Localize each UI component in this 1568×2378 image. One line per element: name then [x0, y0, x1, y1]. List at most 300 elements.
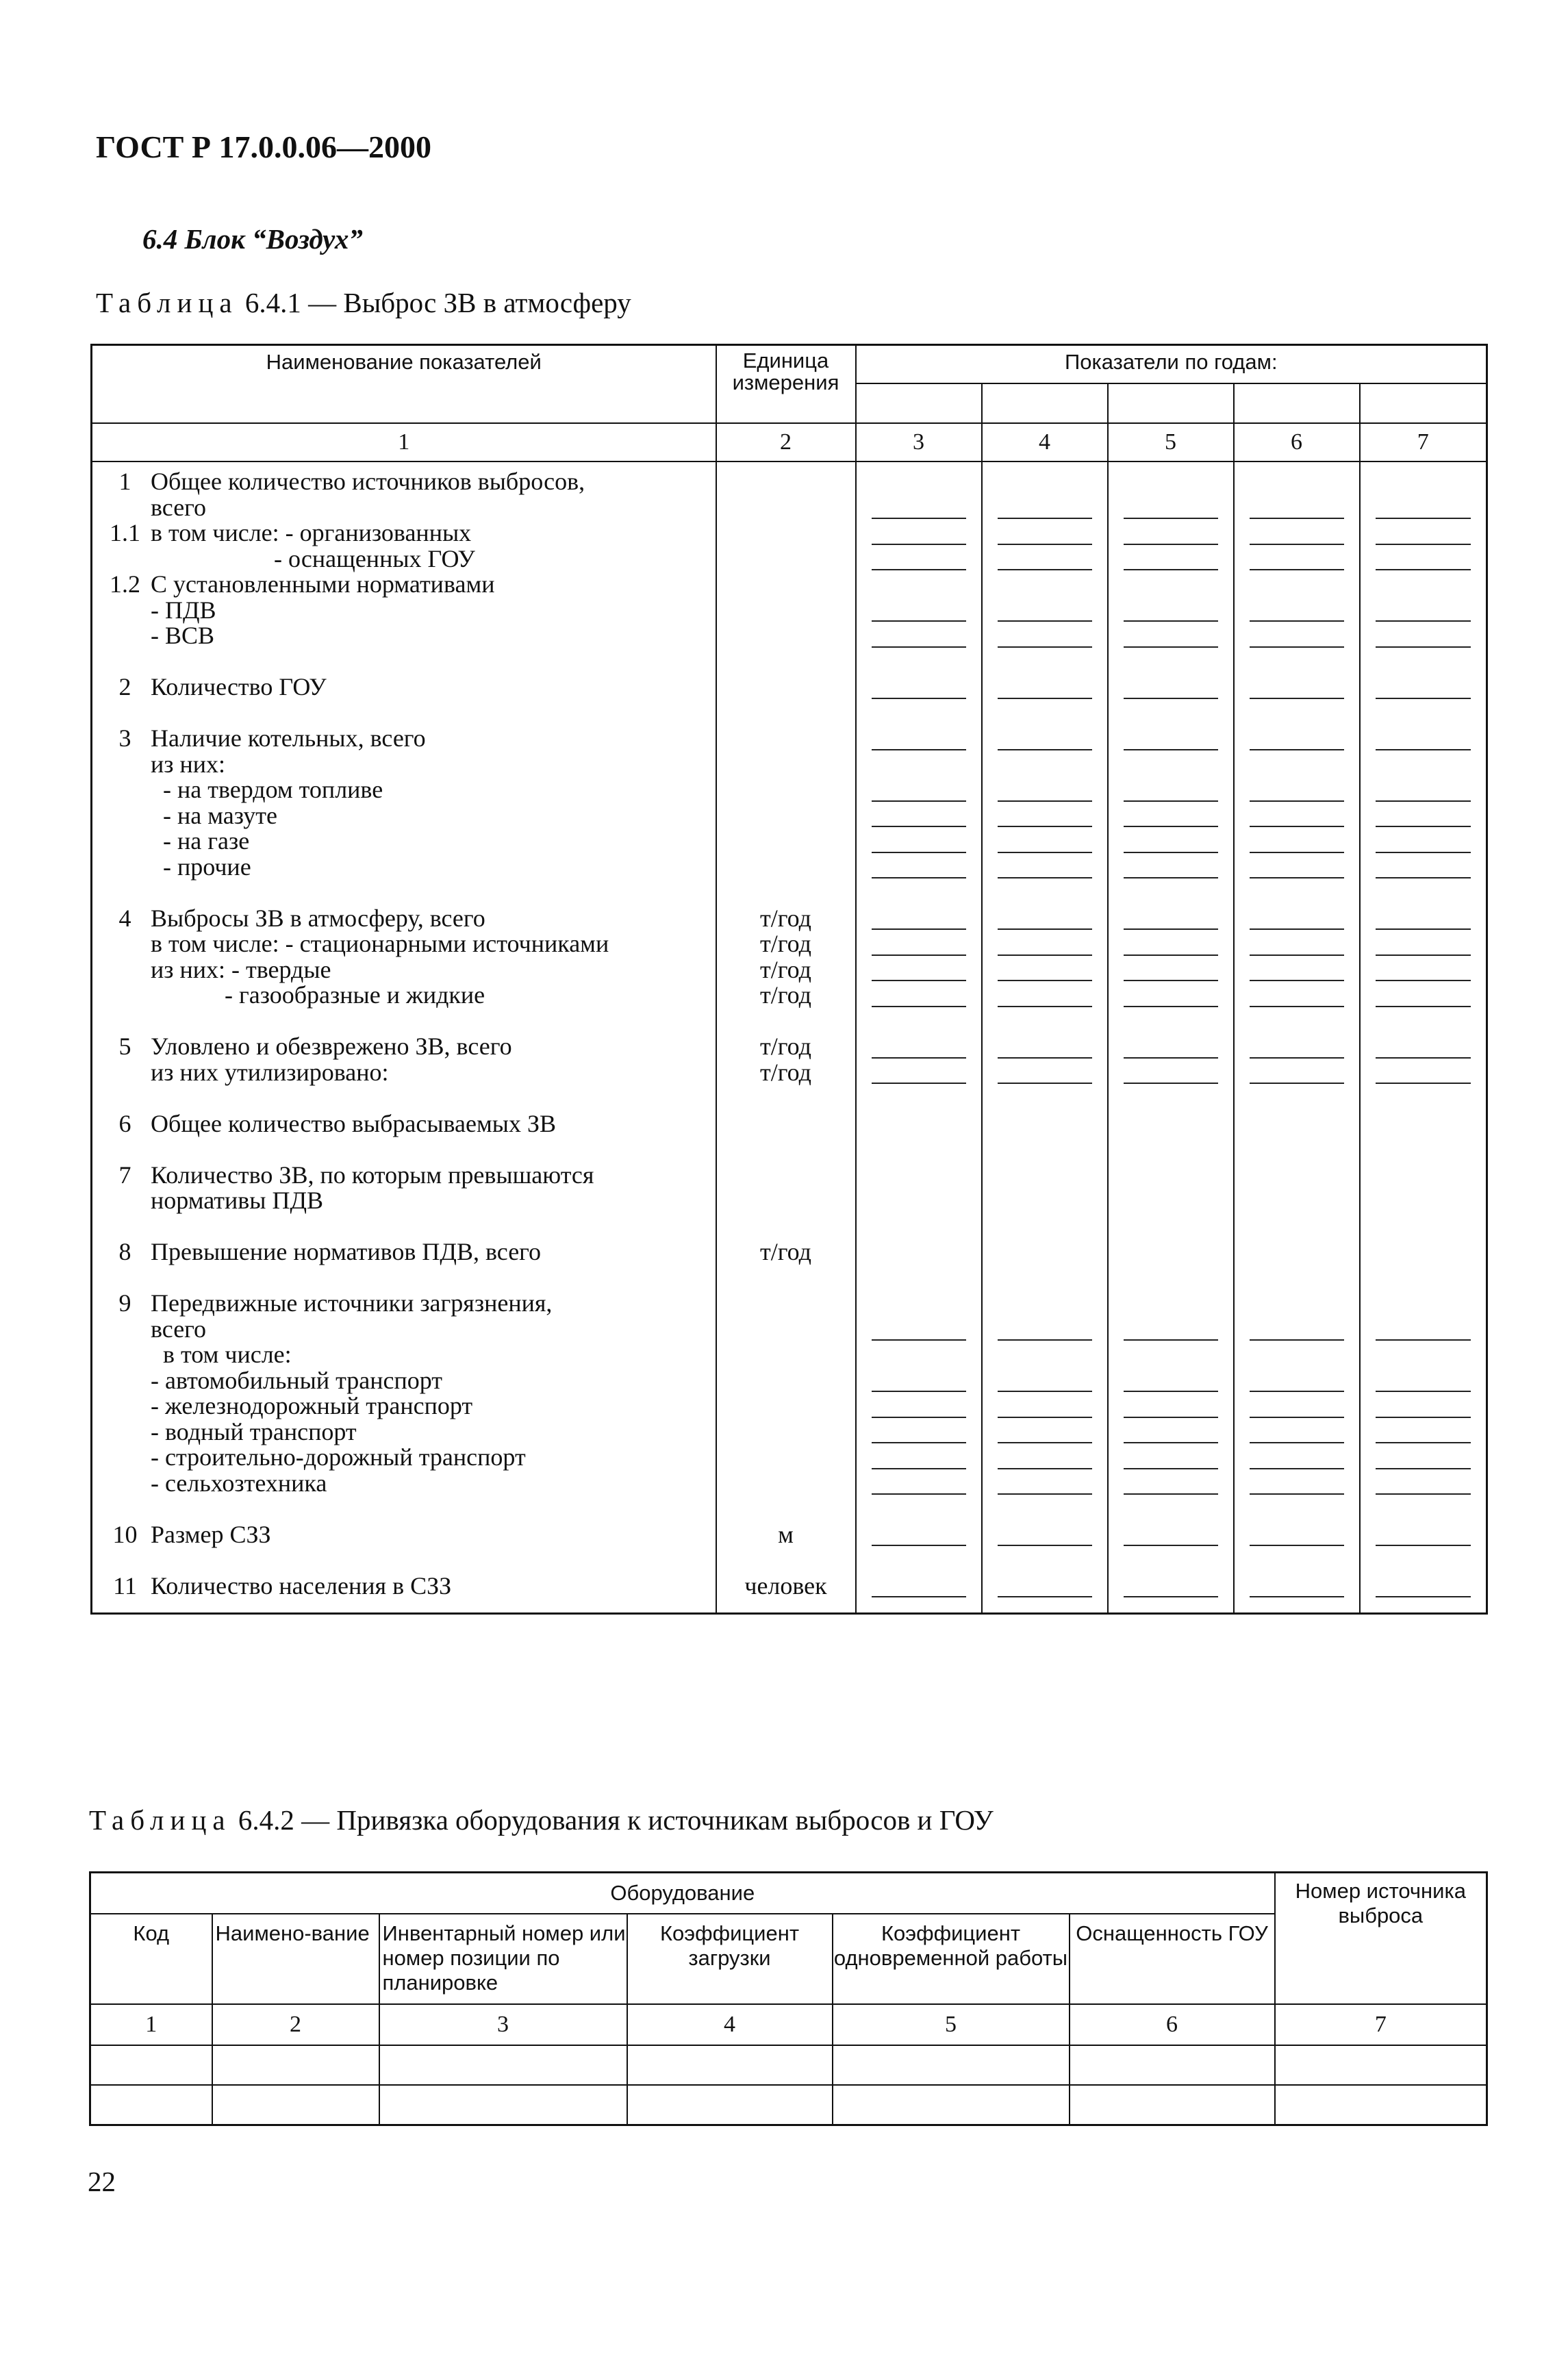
- empty-cell: [833, 2045, 1070, 2085]
- indicator-row: [99, 1445, 716, 1471]
- value-underline: [872, 826, 966, 827]
- indicator-text: Выбросы ЗВ в атмосферу, всего: [151, 904, 485, 932]
- col-number: 7: [1275, 2004, 1487, 2045]
- value-underline: [1250, 980, 1344, 981]
- value-underline: [998, 826, 1092, 827]
- year-cell: [1234, 383, 1360, 423]
- indicator-number: [99, 777, 151, 803]
- value-underline: [872, 620, 966, 622]
- value-underline: [1124, 1391, 1218, 1392]
- row-gap: [99, 1496, 716, 1522]
- row-gap: [717, 1547, 855, 1573]
- value-underline: [998, 1057, 1092, 1059]
- indicator-text: - водный транспорт: [151, 1417, 357, 1445]
- value-underline: [998, 544, 1092, 545]
- indicator-row: [99, 1291, 716, 1317]
- indicator-text: - сельхозтехника: [151, 1469, 327, 1497]
- value-underline: [998, 646, 1092, 648]
- empty-cell: [627, 2085, 833, 2125]
- value-underline: [1376, 1057, 1471, 1059]
- value-underline: [872, 1545, 966, 1546]
- value-underline: [1376, 852, 1471, 853]
- row-gap: [717, 649, 855, 675]
- row-gap: [717, 700, 855, 726]
- value-underline: [1376, 954, 1471, 956]
- value-underline: [872, 1468, 966, 1469]
- value-underline: [1124, 928, 1218, 930]
- indicator-row: [99, 495, 716, 521]
- value-underline: [1250, 1468, 1344, 1469]
- indicator-unit: т/год: [760, 1238, 811, 1265]
- value-underline: [872, 1006, 966, 1007]
- indicator-number: 9: [118, 1289, 131, 1317]
- value-underline: [1250, 569, 1344, 570]
- indicator-unit: [717, 752, 855, 778]
- table2-caption-text: 6.4.2 — Привязка оборудования к источникам выбросов и ГОУ: [231, 1804, 994, 1836]
- indicator-row: [99, 906, 716, 932]
- indicator-unit: [717, 855, 855, 881]
- indicator-text: из них: - твердые: [151, 955, 331, 983]
- value-underline: [1124, 826, 1218, 827]
- indicator-number: [99, 598, 151, 624]
- value-underline: [1250, 1391, 1344, 1392]
- indicator-unit: [717, 598, 855, 624]
- indicator-row: [99, 469, 716, 495]
- indicator-text: в том числе:: [151, 1341, 292, 1368]
- indicator-unit: [717, 726, 855, 752]
- indicator-row: [99, 828, 716, 855]
- indicator-text: С установленными нормативами: [151, 570, 495, 598]
- value-underline: [1250, 852, 1344, 853]
- value-underline: [1124, 1468, 1218, 1469]
- indicator-number: [99, 1188, 151, 1214]
- col-number: 1: [90, 2004, 212, 2045]
- row-gap: [717, 1214, 855, 1240]
- indicator-number: [99, 855, 151, 881]
- indicator-row: [99, 1419, 716, 1445]
- document-header: ГОСТ Р 17.0.0.06—2000: [96, 129, 431, 164]
- value-underline: [1124, 1545, 1218, 1546]
- indicator-unit: [717, 1342, 855, 1368]
- indicator-number: 1: [118, 468, 131, 495]
- value-underline: [998, 1083, 1092, 1084]
- col-number: 4: [982, 423, 1108, 461]
- col-number: 3: [856, 423, 982, 461]
- row-gap: [99, 1085, 716, 1111]
- indicator-unit: т/год: [760, 904, 811, 932]
- value-underline: [998, 1339, 1092, 1341]
- value-underline: [998, 980, 1092, 981]
- value-underline: [1124, 620, 1218, 622]
- indicator-unit: т/год: [760, 981, 811, 1009]
- indicator-number: [99, 1368, 151, 1394]
- empty-cell: [1275, 2085, 1487, 2125]
- value-underline: [1124, 569, 1218, 570]
- year-column: [1360, 461, 1487, 1614]
- section-title: 6.4 Блок “Воздух”: [142, 223, 363, 255]
- indicator-unit: [717, 674, 855, 700]
- value-underline: [872, 518, 966, 519]
- value-underline: [872, 749, 966, 750]
- year-cell: [1108, 383, 1234, 423]
- value-underline: [872, 1083, 966, 1084]
- col-number: 5: [1108, 423, 1234, 461]
- value-underline: [1124, 1006, 1218, 1007]
- value-underline: [998, 1417, 1092, 1418]
- indicator-number: [99, 623, 151, 649]
- value-underline: [872, 1417, 966, 1418]
- value-underline: [1250, 1442, 1344, 1443]
- value-underline: [1124, 1057, 1218, 1059]
- emissions-table: [90, 344, 1488, 1615]
- value-underline: [872, 698, 966, 699]
- value-underline: [1250, 1006, 1344, 1007]
- value-underline: [872, 1442, 966, 1443]
- indicator-row: [99, 1111, 716, 1137]
- indicator-row: [99, 520, 716, 546]
- value-underline: [1376, 518, 1471, 519]
- year-cell: [1360, 383, 1487, 423]
- value-underline: [998, 1442, 1092, 1443]
- value-underline: [998, 954, 1092, 956]
- value-underline: [1376, 749, 1471, 750]
- value-underline: [1250, 1339, 1344, 1341]
- empty-cell: [90, 2085, 212, 2125]
- indicator-text: Количество ГОУ: [151, 673, 327, 700]
- indicator-number: 6: [118, 1109, 131, 1137]
- value-underline: [1124, 1417, 1218, 1418]
- indicator-unit: [717, 1368, 855, 1394]
- indicator-unit: т/год: [760, 955, 811, 983]
- indicator-row: [99, 803, 716, 829]
- header-equipment: Оборудование: [90, 1873, 1275, 1914]
- unit-list: [716, 461, 856, 1614]
- value-underline: [1124, 646, 1218, 648]
- indicator-number: [99, 1060, 151, 1086]
- row-gap: [717, 1496, 855, 1522]
- value-underline: [1250, 954, 1344, 956]
- value-underline: [998, 1391, 1092, 1392]
- table1-caption-text: 6.4.1 — Выброс ЗВ в атмосферу: [238, 287, 631, 318]
- year-cell: [856, 383, 982, 423]
- row-gap: [99, 1265, 716, 1291]
- empty-cell: [212, 2085, 379, 2125]
- indicator-row: [99, 957, 716, 983]
- value-underline: [1376, 620, 1471, 622]
- value-underline: [1376, 1417, 1471, 1418]
- value-underline: [998, 620, 1092, 622]
- indicator-text: Количество населения в СЗЗ: [151, 1571, 452, 1599]
- empty-cell: [212, 2045, 379, 2085]
- indicator-list: [92, 461, 716, 1614]
- indicator-number: 7: [118, 1161, 131, 1189]
- row-gap: [717, 1085, 855, 1111]
- value-underline: [1376, 544, 1471, 545]
- value-underline: [872, 928, 966, 930]
- value-underline: [1250, 800, 1344, 802]
- indicator-number: [99, 1317, 151, 1343]
- value-underline: [1124, 518, 1218, 519]
- indicator-text: - на твердом топливе: [151, 776, 383, 803]
- indicator-unit: [717, 1291, 855, 1317]
- indicator-unit: [717, 1419, 855, 1445]
- header-source-number: Номер источника выброса: [1275, 1873, 1487, 2005]
- indicator-text: - на газе: [151, 827, 250, 855]
- indicator-text: - оснащенных ГОУ: [151, 544, 475, 572]
- year-cell: [982, 383, 1108, 423]
- value-underline: [1250, 544, 1344, 545]
- indicator-row: [99, 1522, 716, 1548]
- indicator-row: [99, 1393, 716, 1419]
- indicator-text: - строительно-дорожный транспорт: [151, 1443, 526, 1471]
- indicator-text: в том числе: - стационарными источниками: [151, 930, 609, 957]
- indicator-unit: [717, 777, 855, 803]
- value-underline: [1376, 698, 1471, 699]
- value-underline: [1376, 1596, 1471, 1597]
- indicator-number: [99, 1445, 151, 1471]
- indicator-row: [99, 983, 716, 1009]
- indicator-number: 3: [118, 724, 131, 752]
- value-underline: [872, 800, 966, 802]
- value-underline: [872, 646, 966, 648]
- indicator-row: [99, 777, 716, 803]
- value-underline: [872, 852, 966, 853]
- value-underline: [1250, 826, 1344, 827]
- indicator-text: - ВСВ: [151, 622, 215, 649]
- row-gap: [717, 1009, 855, 1035]
- indicator-number: [99, 803, 151, 829]
- indicator-row: [99, 598, 716, 624]
- indicator-number: [99, 1393, 151, 1419]
- value-underline: [998, 1006, 1092, 1007]
- value-underline: [1376, 1468, 1471, 1469]
- empty-cell: [1070, 2085, 1275, 2125]
- value-underline: [1124, 800, 1218, 802]
- value-underline: [1250, 1596, 1344, 1597]
- value-underline: [1124, 698, 1218, 699]
- value-underline: [872, 1596, 966, 1597]
- indicator-number: [99, 546, 151, 572]
- indicator-unit: [717, 495, 855, 521]
- indicator-unit: [717, 1111, 855, 1137]
- indicator-row: [99, 931, 716, 957]
- indicator-row: [99, 852, 716, 881]
- empty-cell: [379, 2045, 627, 2085]
- empty-cell: [1275, 2045, 1487, 2085]
- value-underline: [998, 852, 1092, 853]
- year-column: [856, 461, 982, 1614]
- indicator-unit: [717, 1188, 855, 1214]
- indicator-number: [99, 957, 151, 983]
- value-underline: [998, 928, 1092, 930]
- value-underline: [998, 749, 1092, 750]
- indicator-row: [99, 1317, 716, 1343]
- indicator-row: [99, 674, 716, 700]
- value-underline: [1376, 1545, 1471, 1546]
- value-underline: [872, 1493, 966, 1495]
- indicator-row: [99, 546, 716, 572]
- indicator-text: - на мазуте: [151, 801, 277, 829]
- indicator-unit: [717, 520, 855, 546]
- table2-caption: [89, 1804, 994, 1836]
- indicator-unit: [717, 828, 855, 855]
- indicator-number: [99, 1471, 151, 1497]
- indicator-text: Передвижные источники загрязнения,: [151, 1289, 553, 1317]
- indicator-row: [99, 1034, 716, 1060]
- value-underline: [998, 1596, 1092, 1597]
- empty-cell: [379, 2085, 627, 2125]
- col-number: 7: [1360, 423, 1487, 461]
- indicator-unit: [717, 1393, 855, 1419]
- value-underline: [1250, 877, 1344, 878]
- indicator-number: 11: [113, 1571, 137, 1599]
- equipment-table: [89, 1871, 1488, 2126]
- value-underline: [1376, 1006, 1471, 1007]
- value-underline: [872, 1339, 966, 1341]
- row-gap: [99, 1547, 716, 1573]
- indicator-row: [99, 1342, 716, 1368]
- indicator-text: из них:: [151, 750, 226, 778]
- indicator-number: [99, 983, 151, 1009]
- indicator-number: [99, 752, 151, 778]
- value-underline: [1376, 877, 1471, 878]
- indicator-unit: [717, 623, 855, 649]
- header-simultaneity-factor: Коэффициент одновременной работы: [833, 1914, 1070, 2004]
- value-underline: [1376, 1083, 1471, 1084]
- value-underline: [1250, 928, 1344, 930]
- value-underline: [1250, 1057, 1344, 1059]
- col-number: 5: [833, 2004, 1070, 2045]
- page-number: 22: [88, 2166, 116, 2197]
- value-underline: [1124, 954, 1218, 956]
- col-number: 6: [1234, 423, 1360, 461]
- value-underline: [872, 954, 966, 956]
- indicator-unit: [717, 546, 855, 572]
- indicator-number: [99, 495, 151, 521]
- value-underline: [1250, 646, 1344, 648]
- indicator-text: Размер СЗЗ: [151, 1520, 271, 1548]
- row-gap: [717, 1137, 855, 1163]
- indicator-text: Наличие котельных, всего: [151, 724, 426, 752]
- indicator-number: [99, 1419, 151, 1445]
- indicator-text: всего: [151, 1315, 207, 1343]
- indicator-text: Уловлено и обезврежено ЗВ, всего: [151, 1033, 512, 1060]
- value-underline: [998, 1545, 1092, 1546]
- col-number: 2: [212, 2004, 379, 2045]
- value-underline: [872, 1391, 966, 1392]
- indicator-row: [99, 1239, 716, 1265]
- indicator-row: [99, 1471, 716, 1497]
- value-underline: [1124, 1493, 1218, 1495]
- indicator-number: 5: [118, 1033, 131, 1060]
- value-underline: [1124, 980, 1218, 981]
- value-underline: [1376, 980, 1471, 981]
- indicator-number: [99, 931, 151, 957]
- indicator-row: [99, 1060, 716, 1086]
- row-gap: [99, 1214, 716, 1240]
- indicator-unit: [717, 1163, 855, 1189]
- indicator-text: Общее количество выбрасываемых ЗВ: [151, 1109, 556, 1137]
- value-underline: [1250, 1417, 1344, 1418]
- row-gap: [99, 880, 716, 906]
- value-underline: [872, 877, 966, 878]
- indicator-row: [99, 1368, 716, 1394]
- header-unit: Единица измерения: [716, 345, 856, 424]
- indicator-unit: [717, 1317, 855, 1343]
- row-gap: [717, 880, 855, 906]
- year-column: [982, 461, 1108, 1614]
- value-underline: [1250, 518, 1344, 519]
- col-number: 2: [716, 423, 856, 461]
- indicator-unit: [717, 1471, 855, 1497]
- indicator-text: - газообразные и жидкие: [151, 981, 485, 1009]
- value-underline: [1376, 569, 1471, 570]
- row-gap: [99, 1009, 716, 1035]
- indicator-text: Общее количество источников выбросов,: [151, 468, 585, 495]
- value-underline: [1376, 800, 1471, 802]
- value-underline: [1250, 698, 1344, 699]
- value-underline: [1250, 1545, 1344, 1546]
- value-underline: [1376, 1339, 1471, 1341]
- value-underline: [1124, 1083, 1218, 1084]
- indicator-text: - автомобильный транспорт: [151, 1366, 443, 1394]
- row-gap: [717, 1265, 855, 1291]
- indicator-text: Количество ЗВ, по которым превышаются: [151, 1161, 594, 1189]
- value-underline: [1250, 749, 1344, 750]
- indicator-text: - ПДВ: [151, 596, 216, 624]
- indicator-row: [99, 1573, 716, 1599]
- empty-cell: [627, 2045, 833, 2085]
- header-years: Показатели по годам:: [856, 345, 1487, 384]
- header-name: Наимено-вание: [212, 1914, 379, 2004]
- value-underline: [998, 877, 1092, 878]
- indicator-text: нормативы ПДВ: [151, 1187, 324, 1214]
- value-underline: [1376, 928, 1471, 930]
- indicator-unit: т/год: [760, 1033, 811, 1060]
- value-underline: [1376, 1442, 1471, 1443]
- indicator-unit: [717, 572, 855, 598]
- value-underline: [1124, 749, 1218, 750]
- indicator-number: 1.1: [110, 519, 140, 546]
- indicator-unit: т/год: [760, 930, 811, 957]
- indicator-number: 8: [118, 1238, 131, 1265]
- value-underline: [998, 800, 1092, 802]
- value-underline: [998, 698, 1092, 699]
- value-underline: [998, 1468, 1092, 1469]
- empty-cell: [90, 2045, 212, 2085]
- indicator-unit: человек: [744, 1571, 827, 1599]
- indicator-row: [99, 623, 716, 649]
- value-underline: [1250, 1493, 1344, 1495]
- col-number: 6: [1070, 2004, 1275, 2045]
- value-underline: [1124, 852, 1218, 853]
- header-inventory-number: Инвентарный номер или номер позиции по планировке: [379, 1914, 627, 2004]
- indicator-row: [99, 726, 716, 752]
- row-gap: [99, 1137, 716, 1163]
- indicator-number: [99, 828, 151, 855]
- value-underline: [998, 1493, 1092, 1495]
- empty-cell: [833, 2085, 1070, 2125]
- value-underline: [1376, 646, 1471, 648]
- row-gap: [99, 649, 716, 675]
- row-gap: [99, 700, 716, 726]
- table1-caption-prefix: Таблица: [96, 287, 238, 318]
- value-underline: [1250, 620, 1344, 622]
- indicator-text: из них утилизировано:: [151, 1058, 389, 1086]
- indicator-number: 2: [118, 673, 131, 700]
- indicator-row: [99, 1188, 716, 1214]
- header-load-factor: Коэффициент загрузки: [627, 1914, 833, 2004]
